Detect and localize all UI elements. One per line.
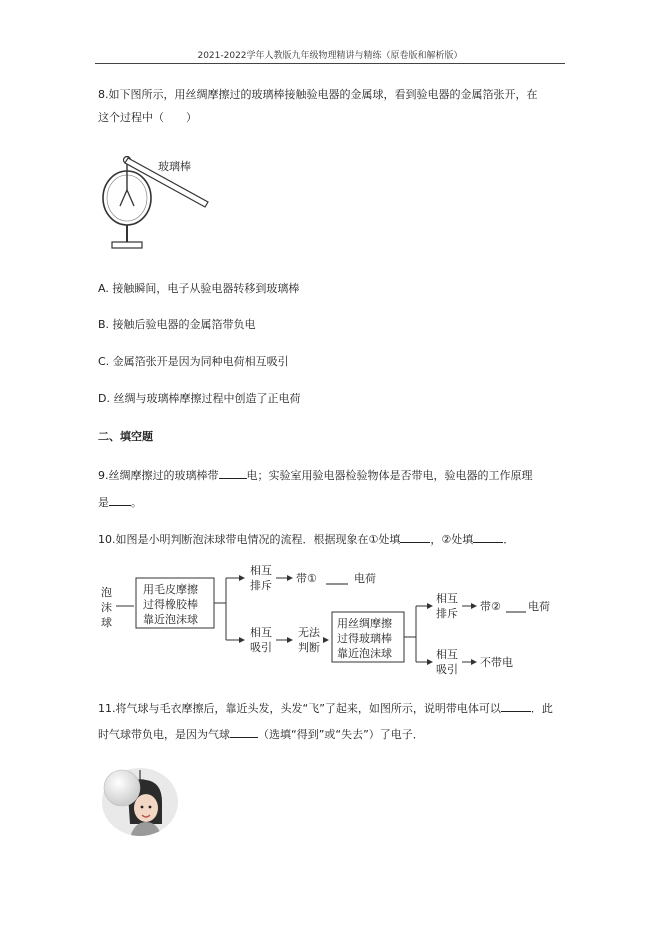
glass-rod-label: 玻璃棒	[158, 160, 191, 173]
q11-blank-2[interactable]	[230, 726, 258, 738]
q8-stem-line1: 8.如下图所示，用丝绸摩擦过的玻璃棒接触验电器的金属球，看到验电器的金属箔张开，在	[98, 88, 538, 101]
flow-box1-line2: 过得橡胶棒	[143, 598, 198, 611]
page-header: 2021-2022学年人教版九年级物理精讲与精练（原卷版和解析版）	[197, 51, 463, 61]
q11-text-2: ．此	[530, 702, 553, 715]
q9-blank-1[interactable]	[219, 467, 247, 479]
flow-charge1-a: 带①	[296, 572, 317, 585]
flow-repel2-2: 排斥	[436, 607, 458, 620]
flow-attract2-2: 吸引	[436, 663, 458, 675]
q8-stem-line2: 这个过程中（ ）	[98, 111, 197, 124]
flow-charge2-a: 带②	[480, 600, 501, 613]
q8-option-d: D. 丝绸与玻璃棒摩擦过程中创造了正电荷	[98, 392, 301, 405]
q10-text-3: ．	[503, 533, 515, 546]
flow-start-char-2: 沫	[101, 601, 112, 614]
q9-text-1: 9.丝绸摩擦过的玻璃棒带	[98, 469, 219, 482]
balloon-girl-photo	[100, 766, 180, 838]
q8-option-b: B. 接触后验电器的金属箔带负电	[98, 318, 256, 331]
q10-text-2: ，②处填	[430, 533, 474, 546]
section-title: 二、填空题	[98, 430, 153, 443]
q11-blank-1[interactable]	[501, 700, 531, 712]
q11-text-3: 时气球带负电，是因为气球	[98, 728, 230, 741]
flow-attract-2: 吸引	[250, 641, 272, 654]
electroscope-figure	[98, 150, 218, 260]
q9-line2	[98, 494, 142, 511]
q8-option-a: A. 接触瞬间，电子从验电器转移到玻璃棒	[98, 282, 300, 295]
q11-line2	[98, 726, 424, 743]
flowchart	[98, 560, 568, 675]
flow-repel-2: 排斥	[250, 579, 272, 592]
flow-box1-line3: 靠近泡沫球	[143, 613, 198, 626]
q10-blank-2[interactable]	[473, 531, 503, 543]
flow-start-char-1: 泡	[101, 586, 112, 599]
q9-text-4: 。	[131, 496, 142, 509]
q8-option-c: C. 金属箔张开是因为同种电荷相互吸引	[98, 355, 289, 368]
flow-attract2-1: 相互	[436, 648, 458, 661]
q11-text-1: 11.将气球与毛衣摩擦后，靠近头发，头发“飞”了起来，如图所示，说明带电体可以	[98, 702, 501, 715]
flow-charge2-b: 电荷	[528, 600, 550, 613]
q10-blank-1[interactable]	[400, 531, 430, 543]
flow-neutral: 不带电	[480, 656, 513, 669]
flow-box2-line3: 靠近泡沫球	[337, 647, 392, 660]
balloon	[104, 770, 140, 806]
electroscope-base	[112, 242, 142, 248]
metal-foil-leaves	[120, 190, 134, 206]
flow-unknown-1: 无法	[298, 626, 320, 639]
flow-repel2-1: 相互	[436, 592, 458, 605]
q9-text-2: 电；实验室用验电器检验物体是否带电，验电器的工作原理	[246, 469, 533, 482]
flow-box2-line2: 过得玻璃棒	[337, 632, 392, 645]
q11-line1	[98, 700, 553, 717]
flow-unknown-2: 判断	[298, 641, 320, 654]
flow-box2-line1: 用丝绸摩擦	[337, 617, 392, 630]
flow-attract-1: 相互	[250, 626, 272, 639]
q9-blank-2[interactable]	[109, 494, 131, 506]
q9-text-3: 是	[98, 496, 109, 509]
q10-stem	[98, 531, 514, 548]
flow-start-char-3: 球	[101, 616, 112, 629]
q11-text-4: （选填“得到”或“失去”）了电子．	[258, 728, 424, 741]
q10-text-1: 10.如图是小明判断泡沫球带电情况的流程．根据现象在①处填	[98, 533, 401, 546]
flow-repel-1: 相互	[250, 564, 272, 577]
q9-line1	[98, 467, 533, 484]
flow-box1-line1: 用毛皮摩擦	[143, 583, 198, 596]
flow-charge1-b: 电荷	[354, 572, 376, 585]
header-rule	[95, 63, 565, 64]
